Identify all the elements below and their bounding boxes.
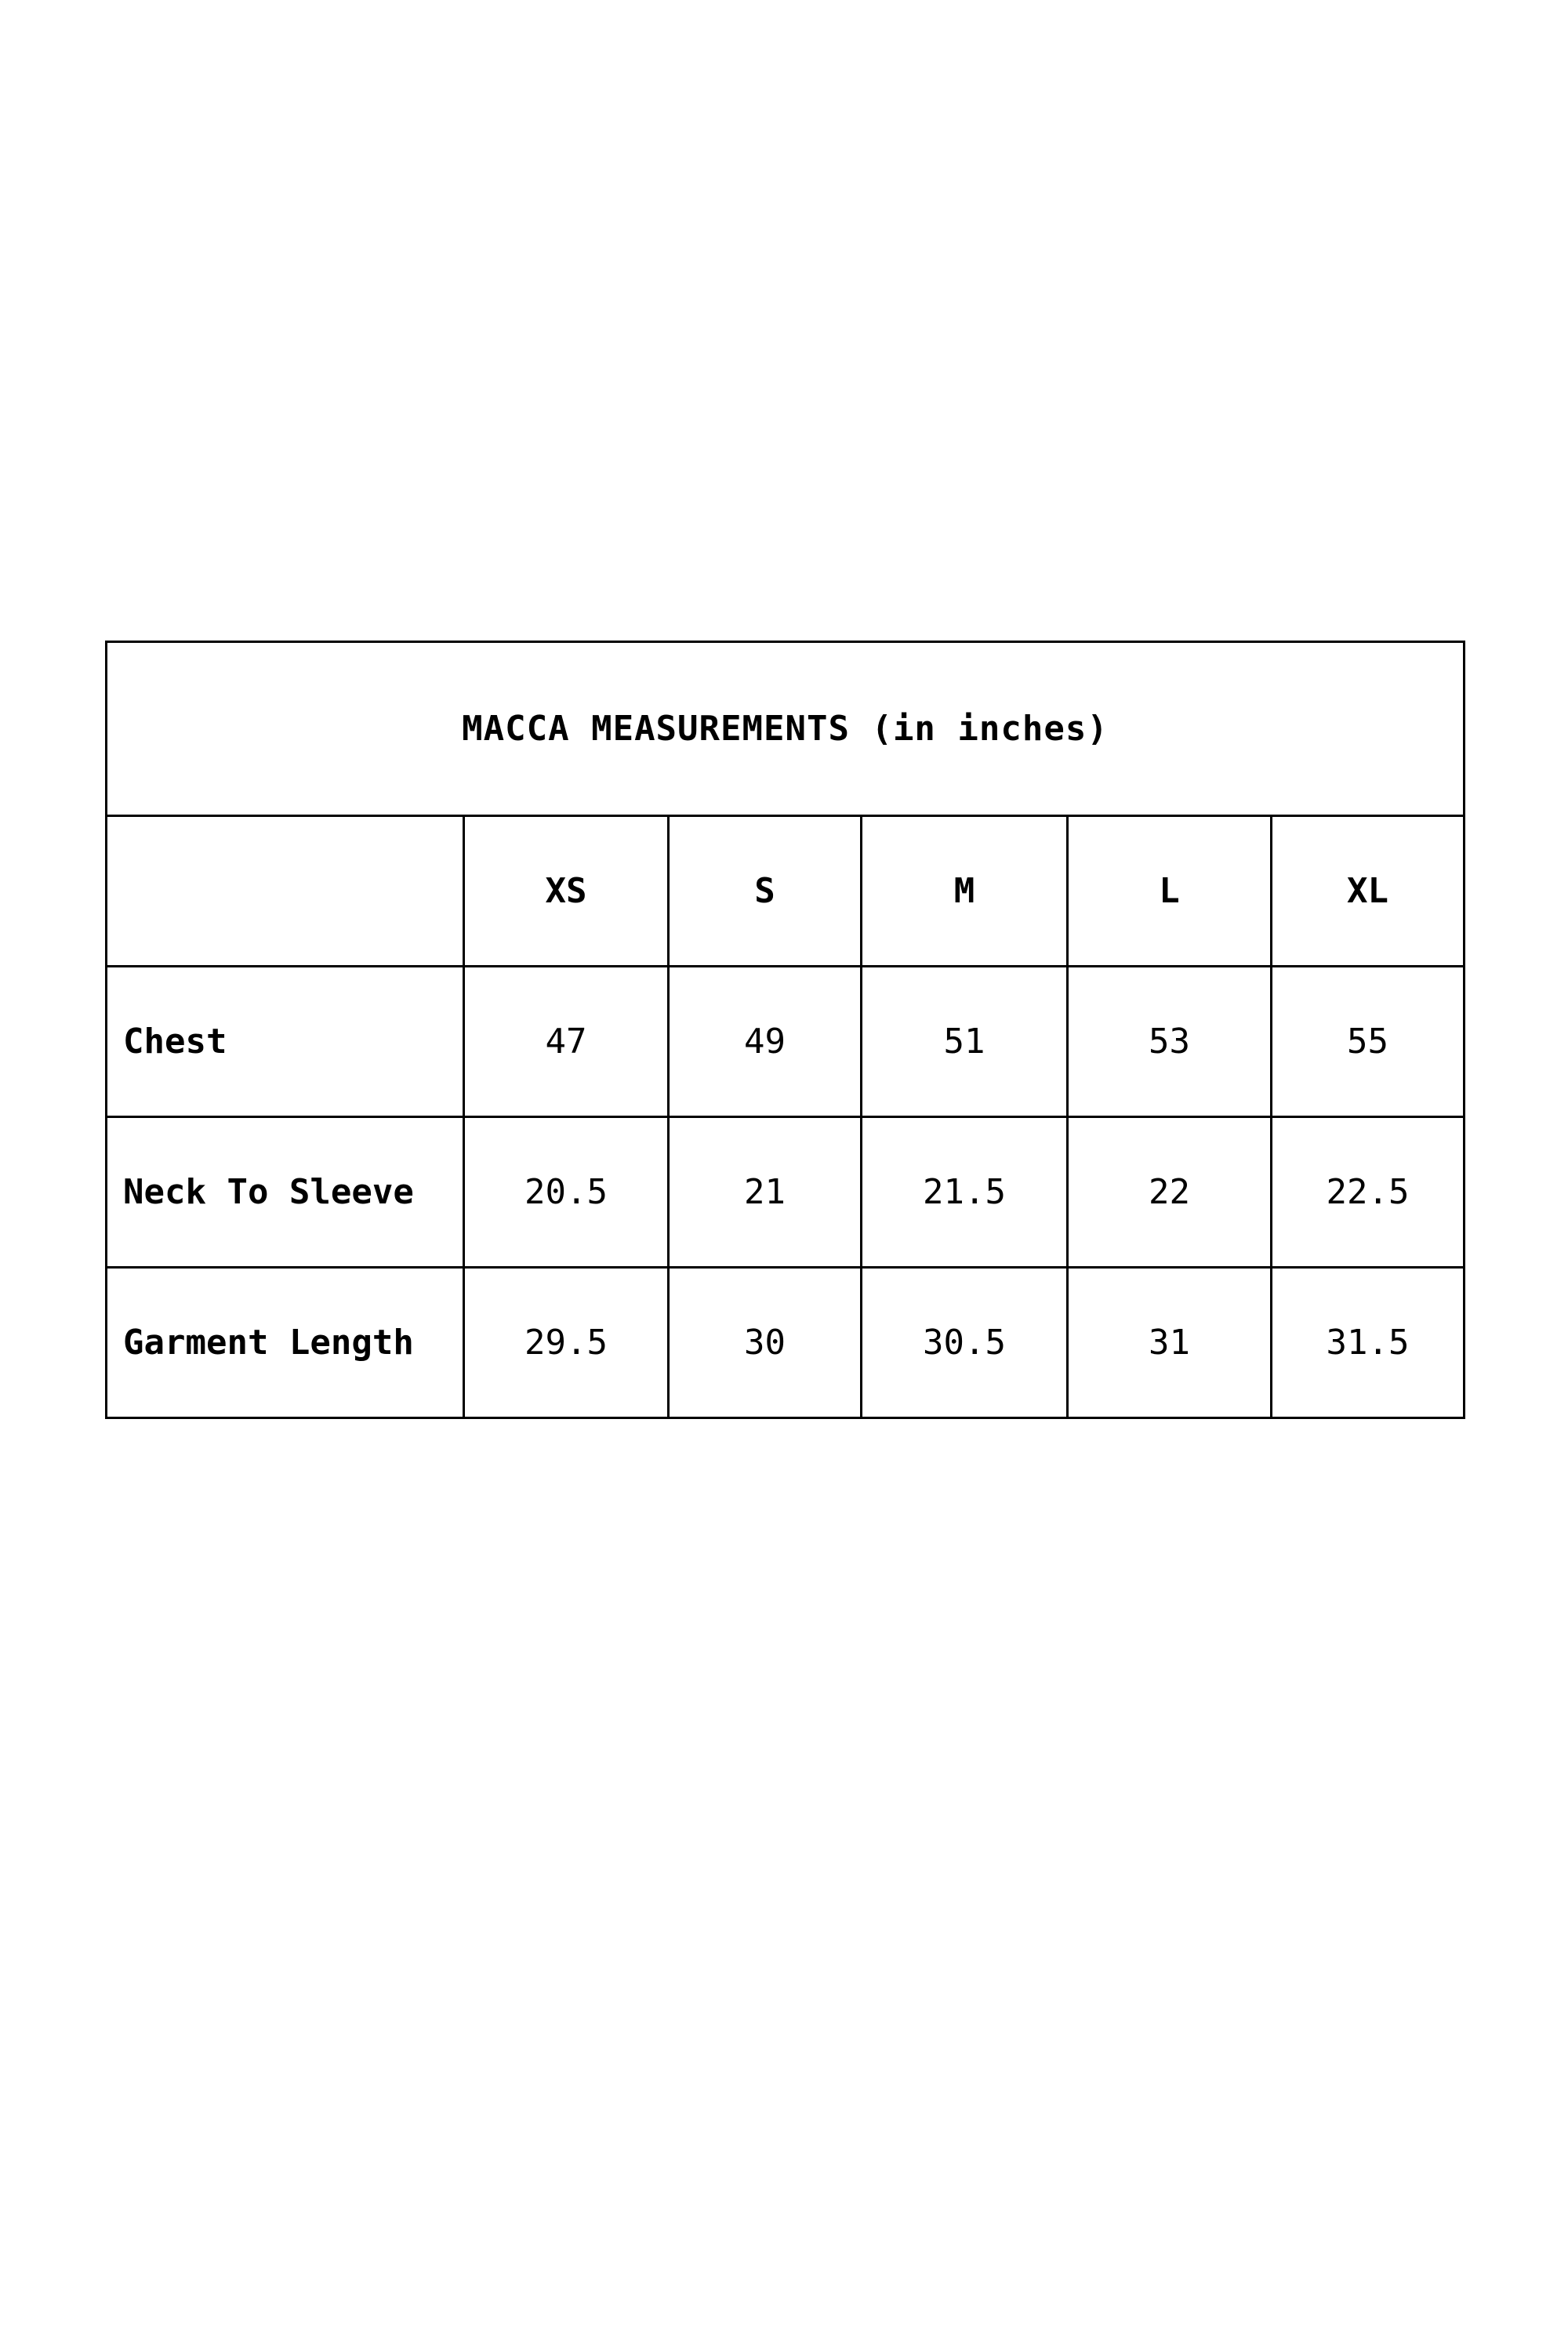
table-row-garment-length — [107, 1268, 1465, 1418]
garment-value-l: 31 — [1068, 1268, 1272, 1418]
size-chart-table — [105, 641, 1465, 1419]
size-header-s: S — [669, 816, 862, 967]
table-row-neck-to-sleeve — [107, 1117, 1465, 1268]
size-header-xs: XS — [464, 816, 669, 967]
chest-value-xl: 55 — [1272, 967, 1465, 1117]
garment-value-xl: 31.5 — [1272, 1268, 1465, 1418]
size-header-xl: XL — [1272, 816, 1465, 967]
table-title: MACCA MEASUREMENTS (in inches) — [107, 642, 1465, 816]
header-spacer-cell — [107, 816, 464, 967]
row-label-chest: Chest — [107, 967, 464, 1117]
table-row-chest — [107, 967, 1465, 1117]
size-header-row — [107, 816, 1465, 967]
chest-value-m: 51 — [862, 967, 1068, 1117]
neck-value-l: 22 — [1068, 1117, 1272, 1268]
garment-value-m: 30.5 — [862, 1268, 1068, 1418]
row-label-garment-length: Garment Length — [107, 1268, 464, 1418]
chest-value-xs: 47 — [464, 967, 669, 1117]
neck-value-m: 21.5 — [862, 1117, 1068, 1268]
chest-value-l: 53 — [1068, 967, 1272, 1117]
neck-value-xl: 22.5 — [1272, 1117, 1465, 1268]
row-label-neck-to-sleeve: Neck To Sleeve — [107, 1117, 464, 1268]
neck-value-xs: 20.5 — [464, 1117, 669, 1268]
neck-value-s: 21 — [669, 1117, 862, 1268]
chest-value-s: 49 — [669, 967, 862, 1117]
size-header-m: M — [862, 816, 1068, 967]
garment-value-s: 30 — [669, 1268, 862, 1418]
size-header-l: L — [1068, 816, 1272, 967]
garment-value-xs: 29.5 — [464, 1268, 669, 1418]
table-title-row — [107, 642, 1465, 816]
